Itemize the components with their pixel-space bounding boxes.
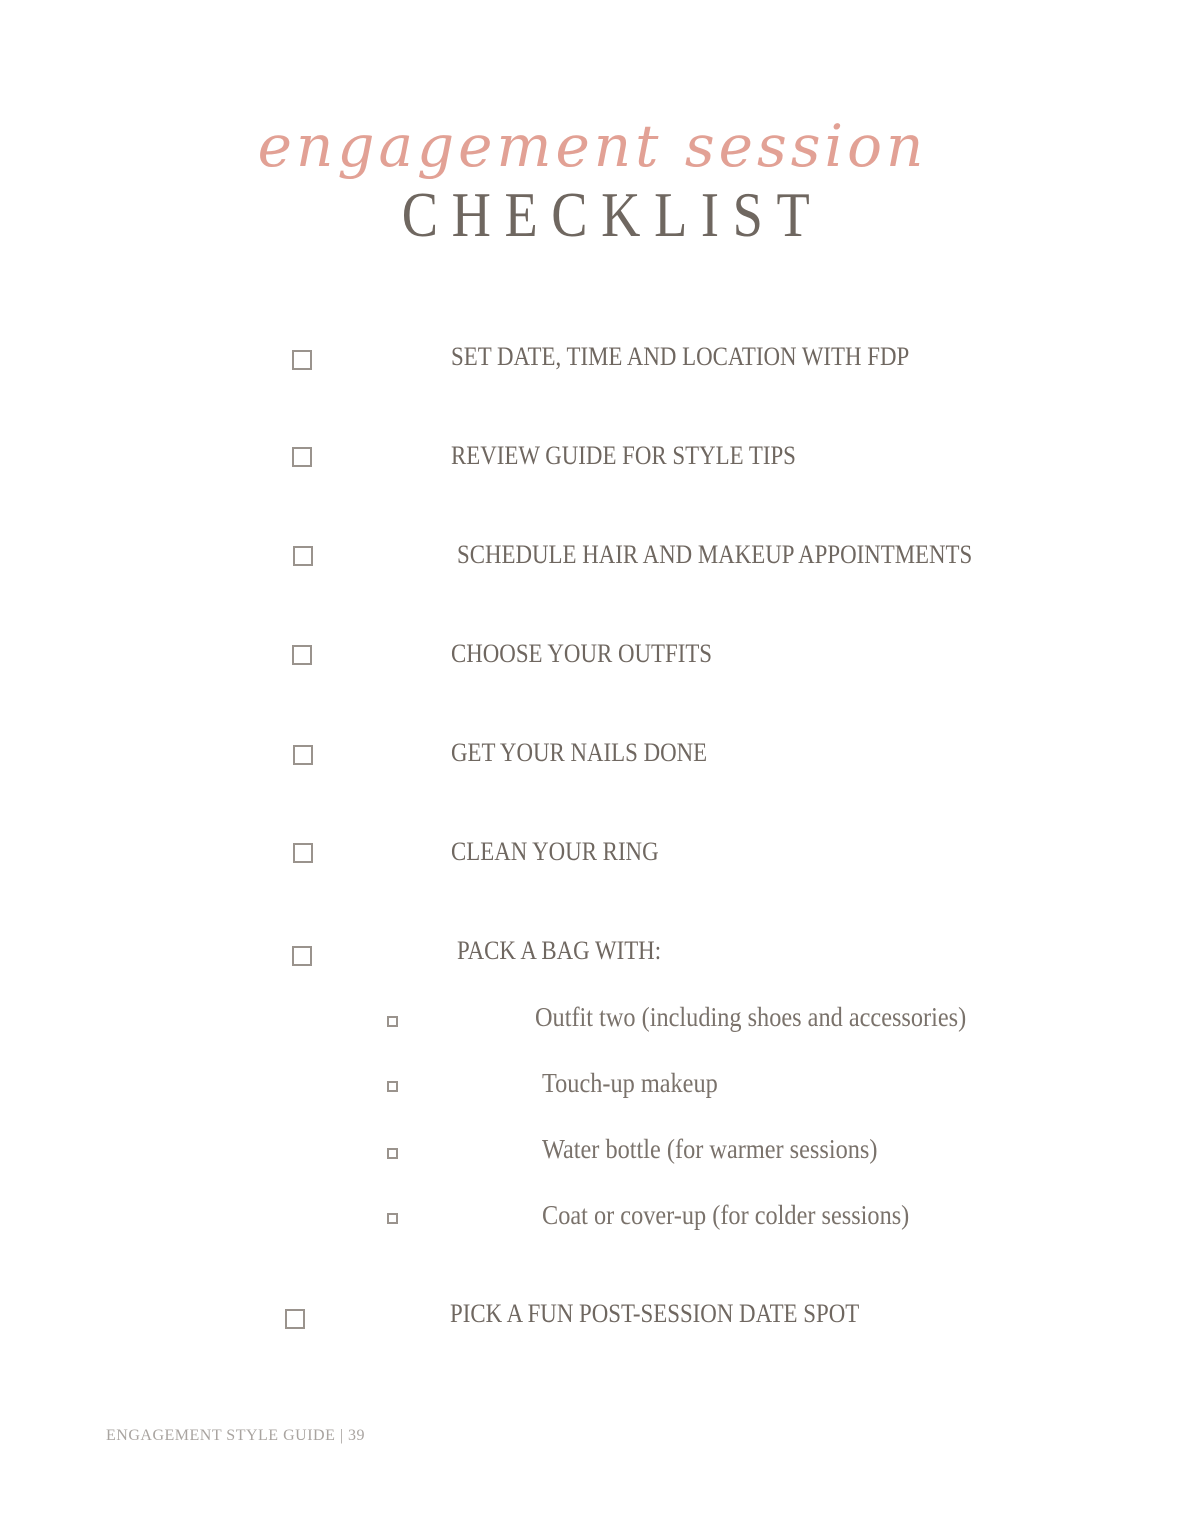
checklist-item-label: SET DATE, TIME AND LOCATION WITH FDP [451,342,910,371]
checklist-item-label: PACK A BAG WITH: [457,936,662,965]
checkbox[interactable] [293,546,313,566]
checkbox[interactable] [387,1016,398,1027]
checklist-item-label: GET YOUR NAILS DONE [451,738,708,767]
checklist-item-label: SCHEDULE HAIR AND MAKEUP APPOINTMENTS [457,540,973,569]
checklist-item-label: CHOOSE YOUR OUTFITS [451,639,713,668]
script-title: engagement session [257,112,928,180]
checklist-item-label: CLEAN YOUR RING [451,837,659,866]
sub-checklist-item-label: Coat or cover-up (for colder sessions) [542,1200,910,1230]
checkbox[interactable] [285,1309,305,1329]
checklist-item-label: REVIEW GUIDE FOR STYLE TIPS [451,441,796,470]
sub-checklist-item-label: Touch-up makeup [542,1068,718,1098]
checkbox[interactable] [387,1213,398,1224]
page-footer: ENGAGEMENT STYLE GUIDE | 39 [106,1427,366,1444]
sub-checklist-item-label: Water bottle (for warmer sessions) [542,1134,878,1164]
sub-checklist-item-label: Outfit two (including shoes and accessories) [535,1002,967,1032]
checkbox[interactable] [292,645,312,665]
checkbox[interactable] [292,447,312,467]
checkbox[interactable] [387,1081,398,1092]
checkbox[interactable] [293,745,313,765]
page-title: CHECKLIST [401,179,824,250]
checkbox[interactable] [292,350,312,370]
checklist-item-label: PICK A FUN POST-SESSION DATE SPOT [450,1299,860,1328]
checkbox[interactable] [387,1148,398,1159]
checkbox[interactable] [292,946,312,966]
checkbox[interactable] [293,843,313,863]
